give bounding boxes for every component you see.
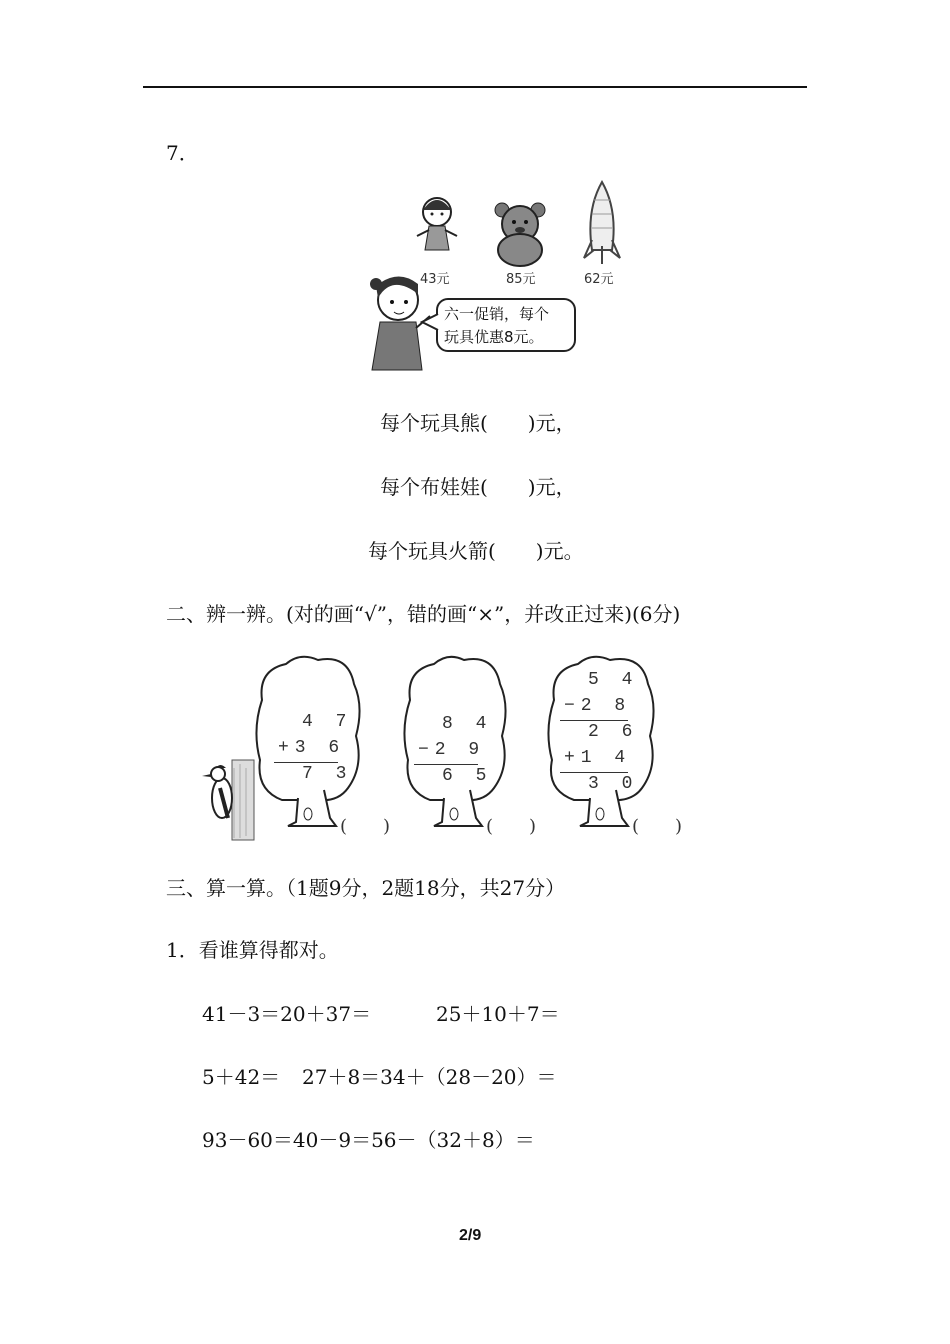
tree-2-line-2: −2 9 [418,740,486,760]
answer-rocket: 每个玩具火箭( )元。 [368,539,584,563]
tree-1-line-2: +3 6 [278,738,346,758]
section-2-title: 二、辨一辨。(对的画“√”，错的画“×”，并改正过来)(6分) [166,602,681,626]
tree-1-answer[interactable]: ( ) [340,816,391,837]
tree-3-line-4: +1 4 [564,748,632,768]
page-number: 2/9 [459,1227,482,1244]
speech-line-2: 玩具优惠8元。 [444,328,544,346]
header-rule [143,86,807,88]
tree-3-answer[interactable]: ( ) [632,816,683,837]
subquestion-1-title: 1．看谁算得都对。 [166,938,339,962]
tree-3-line-5: 3 0 [588,774,639,794]
question-number: 7． [166,141,199,165]
rocket-price: 62元 [584,272,614,287]
tree-2-line-1: 8 4 [442,714,493,734]
bear-price: 85元 [506,272,536,287]
speech-bubble [436,298,576,352]
tree-1-line-3: 7 3 [302,764,353,784]
tree-3-divider-2 [560,772,628,773]
tree-3-line-3: 2 6 [588,722,639,742]
tree-3-line-1: 5 4 [588,670,639,690]
tree-2-answer[interactable]: ( ) [486,816,537,837]
tree-3-line-2: −2 8 [564,696,632,716]
tree-1-divider [274,762,338,763]
calc-row-2-b: 27＋8＝34＋（28－20）＝ [302,1065,557,1089]
calc-row-3: 93－60＝40－9＝56－（32＋8）＝ [202,1128,535,1152]
tree-1-line-1: 4 7 [302,712,353,732]
section-3-title: 三、算一算。（1题9分，2题18分，共27分） [166,876,566,900]
speech-bubble-tail [420,312,440,332]
woodpecker-illustration [200,758,256,842]
calc-row-1-b: 25＋10＋7＝ [436,1002,560,1026]
calc-row-2-a: 5＋42＝ [202,1065,281,1089]
answer-doll: 每个布娃娃( )元， [380,475,576,499]
tree-3-divider-1 [560,720,628,721]
calc-row-1-a: 41－3＝20＋37＝ [202,1002,372,1026]
answer-bear: 每个玩具熊( )元， [380,411,576,435]
doll-price: 43元 [420,272,450,287]
speech-line-1: 六一促销，每个 [444,305,550,323]
tree-2-divider [414,764,478,765]
rocket-illustration [582,180,622,266]
doll-illustration [415,180,459,264]
bear-illustration [490,200,550,268]
tree-2-line-3: 6 5 [442,766,493,786]
